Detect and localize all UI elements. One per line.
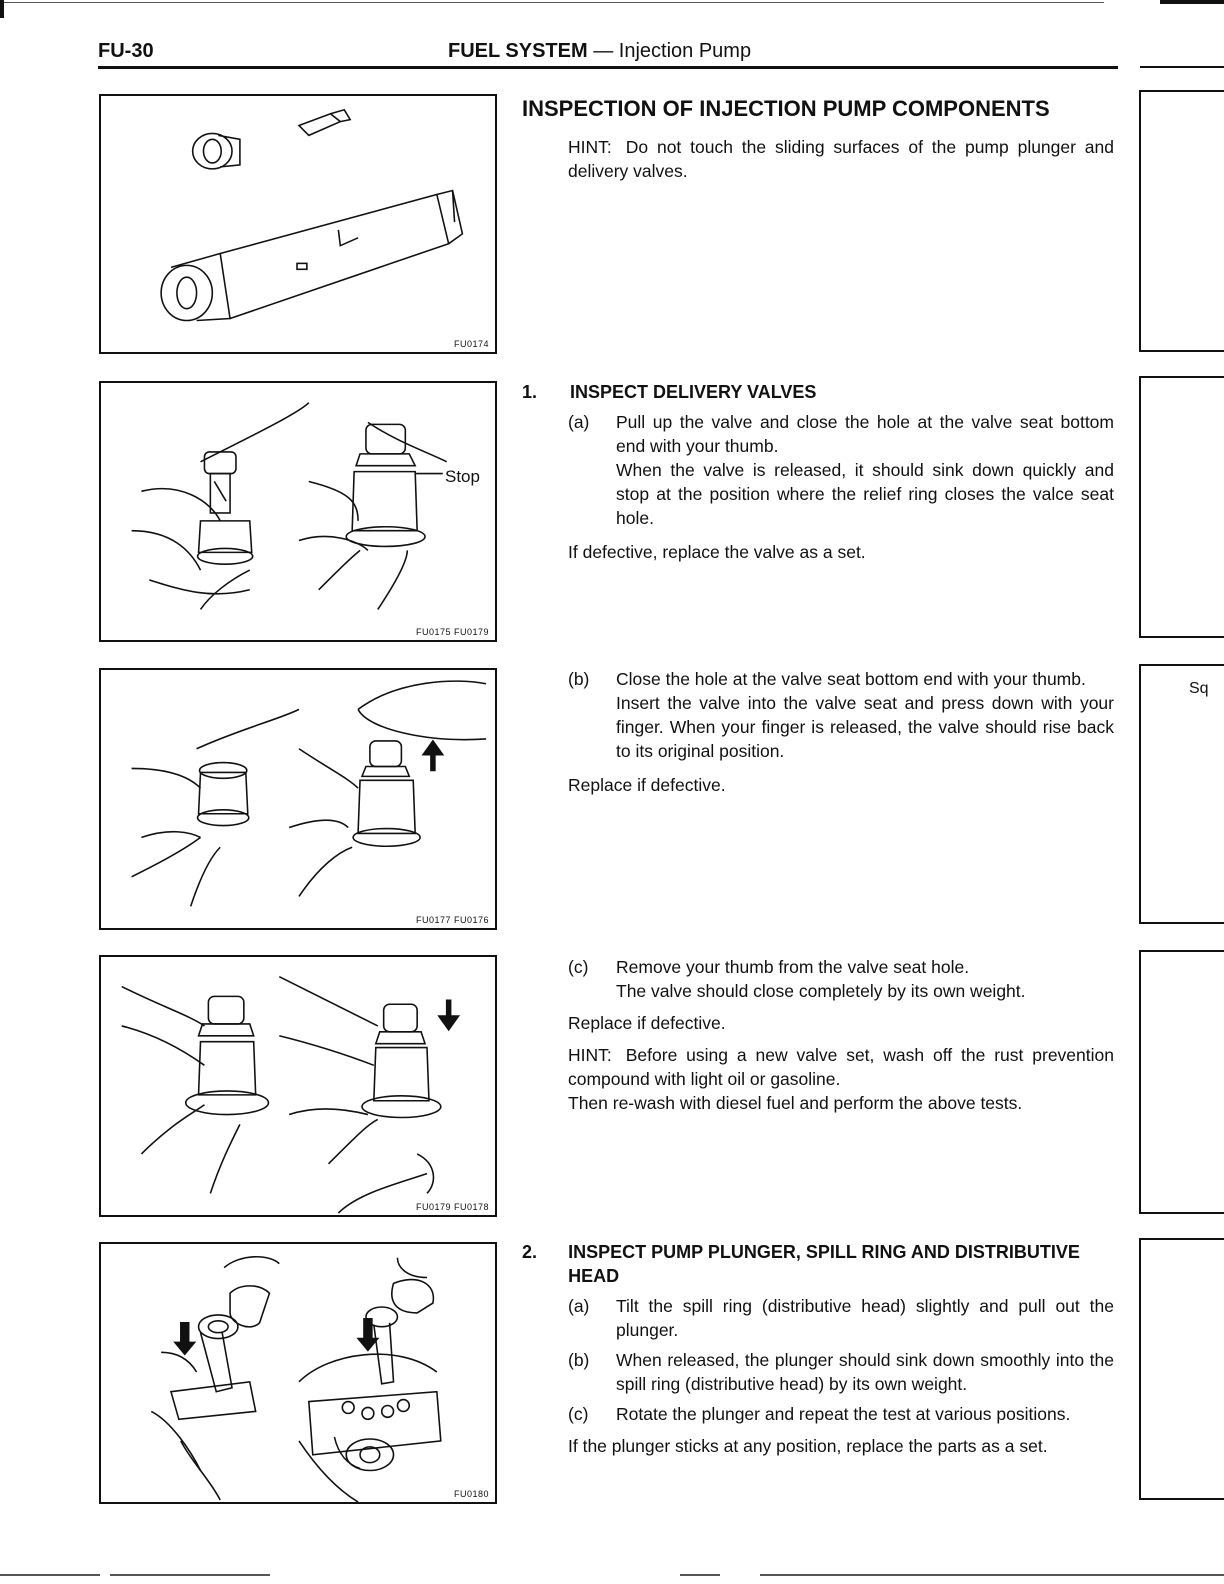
figure-code: FU0179 FU0178 — [415, 1202, 489, 1212]
sub-text: Close the hole at the valve seat bottom end with your thumb. — [616, 669, 1086, 689]
section-name: FUEL SYSTEM — [448, 40, 588, 62]
step1-a-note: If defective, replace the valve as a set. — [568, 542, 866, 562]
adjacent-page-frame — [1139, 950, 1224, 1214]
figure-valve-rise — [99, 668, 497, 930]
step2-sub-a — [568, 1294, 1114, 1342]
pump-components-illustration — [101, 96, 495, 352]
adjacent-page-text: Sq — [1189, 680, 1209, 697]
step2-heading — [522, 1240, 1114, 1288]
scan-edge-line — [4, 2, 1104, 3]
sub-label: (a) — [568, 1296, 590, 1316]
step1-sub-a — [568, 410, 1114, 530]
sub-text: Pull up the valve and close the hole at the valve seat bottom end with your thumb. — [616, 412, 1114, 456]
sub-text: When the valve is released, it should sink down quickly and stop at the position where the relief ring closes the valce seat hole. — [616, 460, 1114, 528]
figure-code: FU0180 — [453, 1489, 489, 1499]
step2-block — [522, 1240, 1114, 1458]
sub-label: (b) — [568, 669, 590, 689]
page-header — [98, 36, 1118, 68]
scan-edge-mark-right — [1160, 0, 1224, 4]
hint-text: Before using a new valve set, wash off the rust prevention compound with light oil or gasoline. — [568, 1045, 1114, 1089]
section-title: INSPECTION OF INJECTION PUMP COMPONENTS — [522, 96, 1050, 121]
figure-code: FU0177 FU0176 — [415, 915, 489, 925]
figure-pump-components — [99, 94, 497, 354]
step1-sub-b-block — [522, 667, 1114, 797]
step-title: INSPECT DELIVERY VALVES — [570, 382, 817, 402]
page-number: FU-30 — [98, 40, 154, 62]
section-intro — [522, 96, 1114, 183]
sub-text: Insert the valve into the valve seat and press down with your finger. When your finger is released, the valve should rise back to its original position. — [616, 693, 1114, 761]
step1-sub-c-block — [522, 955, 1114, 1115]
figure-code: FU0174 — [453, 339, 489, 349]
sub-text: Rotate the plunger and repeat the test at various positions. — [616, 1404, 1071, 1424]
step-number: 1. — [522, 382, 538, 402]
scan-footer-line — [680, 1574, 720, 1576]
stop-label: Stop — [445, 467, 480, 486]
hint-text-2: Then re-wash with diesel fuel and perform the above tests. — [568, 1093, 1023, 1113]
figure-valve-close — [99, 955, 497, 1217]
sub-label: (b) — [568, 1350, 590, 1370]
sub-text: Tilt the spill ring (distributive head) slightly and pull out the plunger. — [616, 1296, 1114, 1340]
figure-plunger-test — [99, 1242, 497, 1504]
delivery-valve-illustration — [101, 383, 495, 640]
step2-sub-b — [568, 1348, 1114, 1396]
header-rule — [98, 66, 1118, 69]
figure-delivery-valve-stop — [99, 381, 497, 642]
sub-label: (a) — [568, 412, 590, 432]
step2-note: If the plunger sticks at any position, replace the parts as a set. — [568, 1436, 1048, 1456]
adjacent-page-frame — [1139, 664, 1224, 924]
intro-hint — [568, 135, 1114, 183]
scan-footer-line — [0, 1574, 100, 1576]
step1-block — [522, 380, 1114, 564]
step1-hint — [568, 1043, 1114, 1115]
adjacent-page-frame — [1139, 1238, 1224, 1500]
scan-footer-line — [760, 1574, 1224, 1576]
plunger-test-illustration — [101, 1244, 495, 1502]
step1-sub-c — [568, 955, 1114, 1003]
sub-text: When released, the plunger should sink down smoothly into the spill ring (distributive head) by its own weight. — [616, 1350, 1114, 1394]
header-rule-right — [1140, 66, 1224, 68]
sub-label: (c) — [568, 1404, 589, 1424]
scan-footer-line — [110, 1574, 270, 1576]
sub-text: Remove your thumb from the valve seat hole. — [616, 957, 970, 977]
subsection-name: — Injection Pump — [593, 40, 752, 62]
hint-label: HINT: — [568, 1045, 612, 1065]
adjacent-page-frame — [1139, 90, 1224, 352]
hint-label: HINT: — [568, 137, 612, 157]
step-number: 2. — [522, 1242, 538, 1262]
hint-text: Do not touch the sliding surfaces of the pump plunger and delivery valves. — [568, 137, 1114, 181]
step1-heading — [522, 380, 1114, 404]
step1-b-note: Replace if defective. — [568, 775, 726, 795]
page-title — [448, 40, 751, 63]
figure-code: FU0175 FU0179 — [415, 627, 489, 637]
valve-close-illustration — [101, 957, 495, 1215]
adjacent-page-frame — [1139, 376, 1224, 638]
valve-rise-illustration — [101, 670, 495, 928]
sub-text: The valve should close completely by its own weight. — [616, 981, 1026, 1001]
sub-label: (c) — [568, 957, 589, 977]
step2-sub-c — [568, 1402, 1114, 1426]
step1-c-note: Replace if defective. — [568, 1013, 726, 1033]
step1-sub-b — [568, 667, 1114, 763]
step-title: INSPECT PUMP PLUNGER, SPILL RING AND DISTRIBUTIVE HEAD — [568, 1242, 1080, 1286]
